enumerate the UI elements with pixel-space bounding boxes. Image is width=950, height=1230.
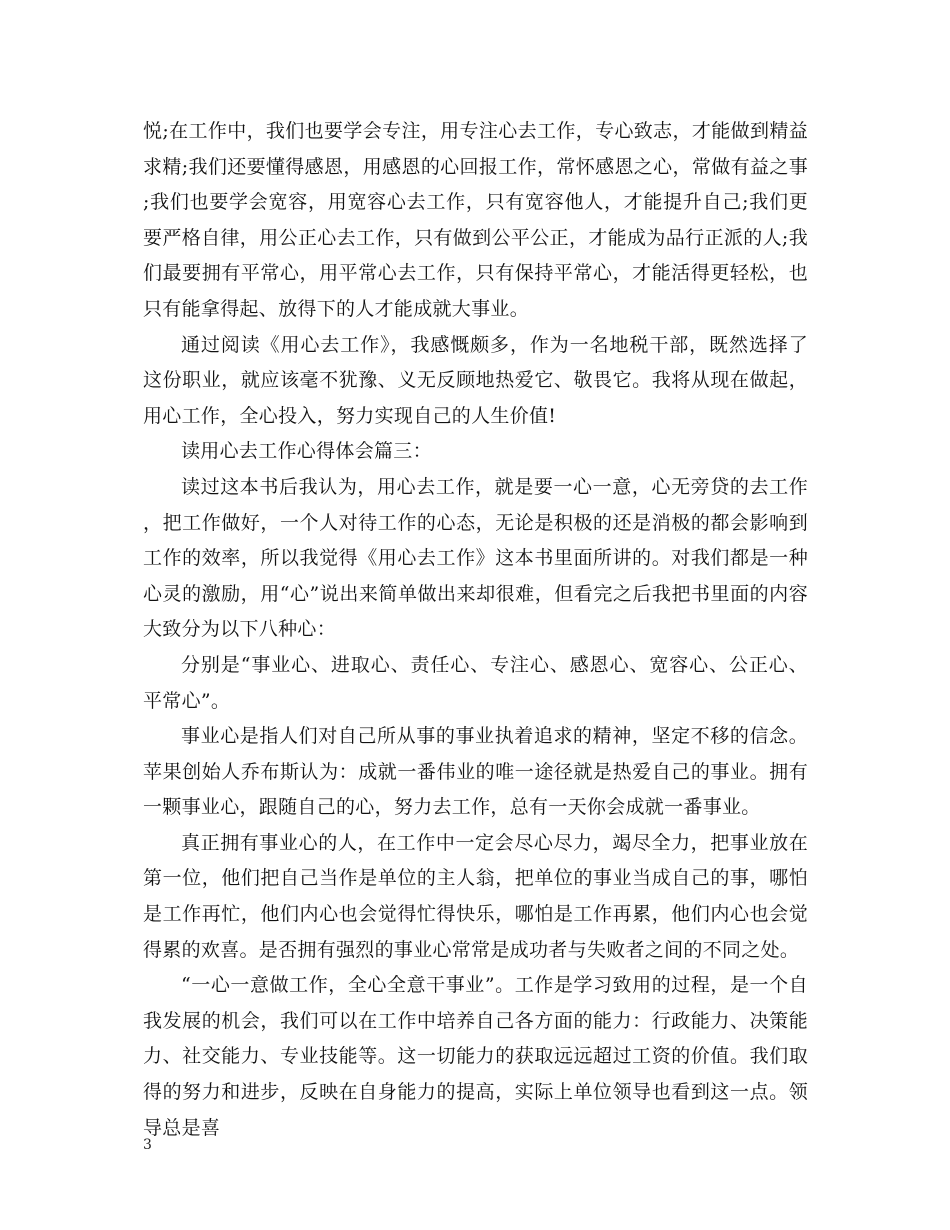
paragraph-5: 事业心是指人们对自己所从事的事业执着追求的精神，坚定不移的信念。苹果创始人乔布斯认为：成就一番伟业的唯一途径就是热爱自己的事业。拥有一颗事业心，跟随自己的心，努力去工作，总有一天你会成就一番事业。 xyxy=(143,725,808,819)
section-heading: 读用心去工作心得体会篇三： xyxy=(181,440,432,463)
paragraph-3: 读过这本书后我认为，用心去工作，就是要一心一意，心无旁贷的去工作，把工作做好，一个人对待工作的心态，无论是积极的还是消极的都会影响到工作的效率，所以我觉得《用心去工作》这本书里面所讲的。对我们都是一种心灵的激励，用“心”说出来简单做出来却很难，但看完之后我把书里面的内容大致分为以下八种心： xyxy=(143,475,808,641)
body-text xyxy=(143,114,808,1146)
paragraph-1: 悦;在工作中，我们也要学会专注，用专注心去工作，专心致志，才能做到精益求精;我们还要懂得感恩，用感恩的心回报工作，常怀感恩之心，常做有益之事;我们也要学会宽容，用宽容心去工作，只有宽容他人，才能提升自己;我们更要严格自律，用公正心去工作，只有做到公平公正，才能成为品行正派的人;我们最要拥有平常心，用平常心去工作，只有保持平常心，才能活得更轻松，也只有能拿得起、放得下的人才能成就大事业。 xyxy=(143,120,808,320)
page-number: 3 xyxy=(143,1137,152,1153)
paragraph-4: 分别是“事业心、进取心、责任心、专注心、感恩心、宽容心、公正心、平常心”。 xyxy=(143,653,808,712)
paragraph-7: “一心一意做工作，全心全意干事业”。工作是学习致用的过程，是一个自我发展的机会，我们可以在工作中培养自己各方面的能力：行政能力、决策能力、社交能力、专业技能等。这一切能力的获取远远超过工资的价值。我们取得的努力和进步，反映在自身能力的提高，实际上单位领导也看到这一点。领导总是喜 xyxy=(143,974,808,1139)
paragraph-2: 通过阅读《用心去工作》，我感慨颇多，作为一名地税干部，既然选择了这份职业，就应该毫不犹豫、义无反顾地热爱它、敬畏它。我将从现在做起，用心工作，全心投入，努力实现自己的人生价值! xyxy=(143,333,808,427)
paragraph-6: 真正拥有事业心的人，在工作中一定会尽心尽力，竭尽全力，把事业放在第一位，他们把自己当作是单位的主人翁，把单位的事业当成自己的事，哪怕是工作再忙，他们内心也会觉得忙得快乐，哪怕是工作再累，他们内心也会觉得累的欢喜。是否拥有强烈的事业心常常是成功者与失败者之间的不同之处。 xyxy=(143,831,808,961)
